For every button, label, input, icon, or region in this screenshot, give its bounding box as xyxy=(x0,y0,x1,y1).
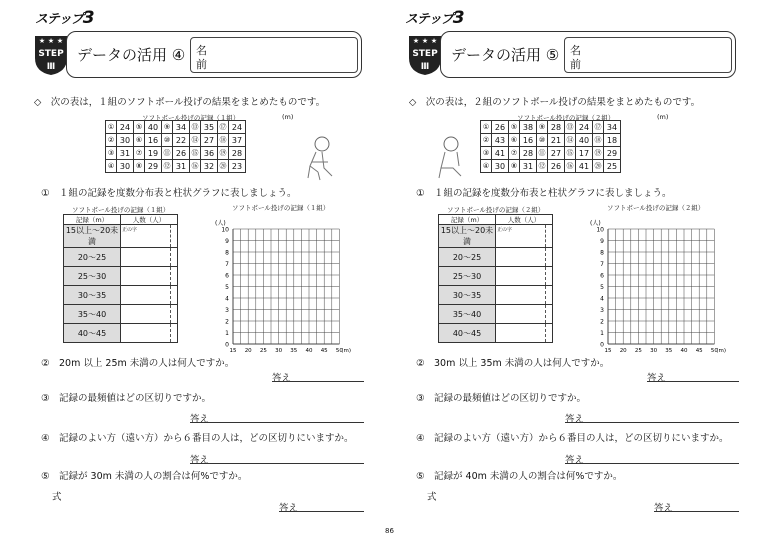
svg-text:★: ★ xyxy=(47,37,55,45)
student-number: ⑧ xyxy=(134,160,145,173)
freq-count-cell[interactable] xyxy=(496,286,553,305)
x-tick-label: 45 xyxy=(695,348,703,354)
student-number: ⑭ xyxy=(190,134,201,147)
tally-divider xyxy=(170,324,171,342)
student-number: ③ xyxy=(481,147,492,160)
y-tick-label: 9 xyxy=(600,238,604,245)
y-tick-label: 8 xyxy=(225,249,229,257)
record-value: 29 xyxy=(604,147,621,160)
svg-text:★: ★ xyxy=(56,37,64,45)
student-number: ⑤ xyxy=(134,121,145,134)
y-tick-label: 1 xyxy=(225,330,229,337)
record-value: 30 xyxy=(117,160,134,173)
freq-count-cell[interactable] xyxy=(121,286,178,305)
records-row xyxy=(106,121,246,134)
record-value: 40 xyxy=(576,134,593,147)
student-number: ⑮ xyxy=(565,147,576,160)
record-value: 19 xyxy=(145,147,162,160)
freq-header-count: 人数（人） xyxy=(496,215,553,225)
child-illustration xyxy=(300,132,340,182)
student-number: ⑩ xyxy=(537,134,548,147)
student-number: ⑩ xyxy=(162,134,173,147)
freq-range: 20～25 xyxy=(439,248,496,267)
freq-row xyxy=(64,324,178,343)
records-caption: ソフトボール投げの記録（１組） xyxy=(142,114,240,122)
student-number: ② xyxy=(481,134,492,147)
answer-line-2[interactable] xyxy=(272,381,364,382)
student-number: ⑪ xyxy=(162,147,173,160)
student-number: ① xyxy=(106,121,117,134)
frequency-table xyxy=(438,214,553,343)
svg-text:STEP: STEP xyxy=(412,49,438,59)
freq-count-cell[interactable] xyxy=(496,305,553,324)
freq-count-cell[interactable] xyxy=(121,225,178,248)
x-tick-label: 30 xyxy=(650,348,658,354)
freq-range: 25～30 xyxy=(64,267,121,286)
worksheet-right xyxy=(391,0,782,552)
freq-range: 20～25 xyxy=(64,248,121,267)
freq-header-range: 記録（m） xyxy=(64,215,121,225)
tally-divider xyxy=(170,248,171,266)
student-number: ⑳ xyxy=(218,160,229,173)
freq-count-cell[interactable] xyxy=(121,267,178,286)
y-tick-label: 2 xyxy=(225,318,229,326)
records-row xyxy=(481,121,621,134)
record-value: 24 xyxy=(229,121,246,134)
record-value: 16 xyxy=(520,134,537,147)
answer-label-2: 答え xyxy=(272,373,292,384)
records-row xyxy=(481,147,621,160)
x-tick-label: 35 xyxy=(290,348,298,354)
name-field[interactable]: 名 前 xyxy=(564,37,732,73)
student-number: ⑯ xyxy=(565,160,576,173)
freq-range: 25～30 xyxy=(439,267,496,286)
y-unit-label: (人) xyxy=(590,220,601,227)
student-number: ⑤ xyxy=(509,121,520,134)
record-value: 24 xyxy=(117,121,134,134)
tally-divider xyxy=(545,305,546,323)
student-number: ⑦ xyxy=(134,147,145,160)
answer-label-5: 答え xyxy=(279,503,299,514)
record-value: 18 xyxy=(604,134,621,147)
records-unit: (m) xyxy=(657,113,669,121)
record-value: 26 xyxy=(548,160,565,173)
record-value: 22 xyxy=(173,134,190,147)
y-tick-label: 0 xyxy=(225,341,229,349)
freq-row xyxy=(64,286,178,305)
answer-label-3: 答え xyxy=(565,414,585,425)
question-1: ① １組の記録を度数分布表と柱状グラフに表しましょう。 xyxy=(416,188,672,199)
record-value: 41 xyxy=(492,147,509,160)
tally-divider xyxy=(545,267,546,285)
record-value: 27 xyxy=(548,147,565,160)
y-tick-label: 4 xyxy=(600,295,604,303)
y-tick-label: 5 xyxy=(600,284,604,291)
record-value: 25 xyxy=(604,160,621,173)
intro-text: ◇ 次の表は，１組のソフトボール投げの結果をまとめたものです。 xyxy=(34,97,326,108)
student-number: ② xyxy=(106,134,117,147)
formula-label: 式 xyxy=(52,492,62,503)
student-number: ⑮ xyxy=(190,147,201,160)
freq-range: 15以上～20未満 xyxy=(64,225,121,248)
record-value: 21 xyxy=(548,134,565,147)
y-tick-label: 10 xyxy=(221,226,229,234)
step-tag: ステップ3 xyxy=(35,8,94,28)
y-tick-label: 4 xyxy=(225,295,229,303)
freq-row xyxy=(439,225,553,248)
answer-line-4[interactable] xyxy=(190,463,364,464)
step-tag: ステップ3 xyxy=(405,8,464,28)
records-row xyxy=(106,147,246,160)
record-value: 29 xyxy=(145,160,162,173)
records-table xyxy=(480,120,621,173)
question-2: ② 30m 以上 35m 未満の人は何人ですか。 xyxy=(416,358,610,369)
student-number: ⑱ xyxy=(593,134,604,147)
question-1: ① １組の記録を度数分布表と柱状グラフに表しましょう。 xyxy=(41,188,297,199)
question-3: ③ 記録の最頻値はどの区切りですか。 xyxy=(416,393,587,404)
step-badge xyxy=(33,34,69,76)
student-number: ⑰ xyxy=(218,121,229,134)
x-tick-label: 20 xyxy=(619,348,627,354)
student-number: ⑰ xyxy=(593,121,604,134)
student-number: ⑱ xyxy=(218,134,229,147)
answer-label-4: 答え xyxy=(565,455,585,466)
chart-title: ソフトボール投げの記録（２組） xyxy=(607,204,705,212)
freq-count-cell[interactable] xyxy=(496,248,553,267)
step-badge xyxy=(407,34,443,76)
records-unit: (m) xyxy=(282,113,294,121)
answer-line-2[interactable] xyxy=(647,381,739,382)
freq-header-range: 記録（m） xyxy=(439,215,496,225)
svg-text:★: ★ xyxy=(38,37,46,45)
freq-row xyxy=(64,225,178,248)
student-number: ⑨ xyxy=(537,121,548,134)
question-4: ④ 記録のよい方（遠い方）から６番目の人は，どの区切りにいますか。 xyxy=(416,433,729,444)
x-tick-label: 25 xyxy=(259,348,267,354)
x-unit-label: (m) xyxy=(341,348,352,354)
record-value: 41 xyxy=(576,160,593,173)
page-number: 86 xyxy=(385,527,394,535)
record-value: 26 xyxy=(492,121,509,134)
records-row xyxy=(481,134,621,147)
records-row xyxy=(481,160,621,173)
freq-range: 35～40 xyxy=(64,305,121,324)
y-tick-label: 2 xyxy=(600,318,604,326)
worksheet-title: データの活用 ④ xyxy=(77,46,186,64)
answer-line-3[interactable] xyxy=(190,422,364,423)
y-tick-label: 5 xyxy=(225,284,229,291)
freq-range: 30～35 xyxy=(439,286,496,305)
record-value: 23 xyxy=(229,160,246,173)
question-4: ④ 記録のよい方（遠い方）から６番目の人は，どの区切りにいますか。 xyxy=(41,433,354,444)
freq-row xyxy=(64,305,178,324)
x-tick-label: 40 xyxy=(305,348,313,354)
student-number: ⑥ xyxy=(509,134,520,147)
student-number: ⑫ xyxy=(162,160,173,173)
tally-divider xyxy=(545,248,546,266)
freq-row xyxy=(439,305,553,324)
freq-range: 40～45 xyxy=(439,324,496,343)
record-value: 32 xyxy=(201,160,218,173)
tally-divider xyxy=(170,267,171,285)
svg-text:Ⅲ: Ⅲ xyxy=(46,62,56,72)
question-3: ③ 記録の最頻値はどの区切りですか。 xyxy=(41,393,212,404)
svg-text:★: ★ xyxy=(430,37,438,45)
record-value: 30 xyxy=(117,134,134,147)
record-value: 35 xyxy=(201,121,218,134)
freq-count-cell[interactable] xyxy=(121,324,178,343)
freq-range: 15以上～20未満 xyxy=(439,225,496,248)
x-unit-label: (m) xyxy=(716,348,727,354)
record-value: 31 xyxy=(117,147,134,160)
records-caption: ソフトボール投げの記録（２組） xyxy=(517,114,615,122)
question-5: ⑤ 記録が 30m 未満の人の割合は何%ですか。 xyxy=(41,471,248,482)
freq-count-cell[interactable] xyxy=(496,225,553,248)
y-tick-label: 0 xyxy=(600,341,604,349)
tally-divider xyxy=(545,286,546,304)
record-value: 34 xyxy=(604,121,621,134)
x-tick-label: 20 xyxy=(244,348,252,354)
x-tick-label: 40 xyxy=(680,348,688,354)
freq-count-cell[interactable] xyxy=(121,248,178,267)
answer-label-3: 答え xyxy=(190,414,210,425)
answer-line-5[interactable] xyxy=(654,511,739,512)
student-number: ⑬ xyxy=(565,121,576,134)
freq-count-cell[interactable] xyxy=(496,267,553,286)
student-number: ⑬ xyxy=(190,121,201,134)
answer-line-3[interactable] xyxy=(565,422,739,423)
x-tick-label: 45 xyxy=(320,348,328,354)
x-tick-label: 30 xyxy=(275,348,283,354)
tally-divider xyxy=(545,225,546,247)
record-value: 43 xyxy=(492,134,509,147)
x-tick-label: 35 xyxy=(665,348,673,354)
freq-count-cell[interactable] xyxy=(496,324,553,343)
freq-range: 30～35 xyxy=(64,286,121,305)
freq-row xyxy=(64,267,178,286)
histogram-grid[interactable] xyxy=(590,202,727,354)
student-number: ⑯ xyxy=(190,160,201,173)
tally-divider xyxy=(170,225,171,247)
y-tick-label: 7 xyxy=(600,261,604,268)
tally-memo: 正の字 xyxy=(497,227,513,233)
student-number: ④ xyxy=(106,160,117,173)
record-value: 37 xyxy=(229,134,246,147)
student-number: ⑧ xyxy=(509,160,520,173)
y-tick-label: 7 xyxy=(225,261,229,268)
freq-row xyxy=(439,286,553,305)
student-number: ① xyxy=(481,121,492,134)
question-2: ② 20m 以上 25m 未満の人は何人ですか。 xyxy=(41,358,235,369)
record-value: 28 xyxy=(548,121,565,134)
answer-line-5[interactable] xyxy=(279,511,364,512)
record-value: 27 xyxy=(201,134,218,147)
histogram-grid[interactable] xyxy=(215,202,352,354)
child-illustration xyxy=(431,132,471,182)
record-value: 31 xyxy=(520,160,537,173)
svg-text:★: ★ xyxy=(421,37,429,45)
y-tick-label: 8 xyxy=(600,249,604,257)
x-tick-label: 50 xyxy=(335,348,343,354)
record-value: 31 xyxy=(173,160,190,173)
freq-row xyxy=(64,248,178,267)
svg-text:★: ★ xyxy=(412,37,420,45)
svg-text:STEP: STEP xyxy=(38,49,64,59)
records-row xyxy=(106,134,246,147)
answer-label-4: 答え xyxy=(190,455,210,466)
student-number: ④ xyxy=(481,160,492,173)
chart-title: ソフトボール投げの記録（１組） xyxy=(232,204,330,212)
title-box xyxy=(440,31,736,78)
svg-text:Ⅲ: Ⅲ xyxy=(420,62,430,72)
freq-row xyxy=(439,324,553,343)
freq-header-count: 人数（人） xyxy=(121,215,178,225)
x-tick-label: 25 xyxy=(634,348,642,354)
answer-label-2: 答え xyxy=(647,373,667,384)
y-unit-label: (人) xyxy=(215,220,226,227)
y-tick-label: 9 xyxy=(225,238,229,245)
freq-caption: ソフトボール投げの記録（２組） xyxy=(447,206,545,214)
record-value: 26 xyxy=(173,147,190,160)
frequency-table xyxy=(63,214,178,343)
student-number: ⑳ xyxy=(593,160,604,173)
record-value: 30 xyxy=(492,160,509,173)
freq-count-cell[interactable] xyxy=(121,305,178,324)
worksheet-title: データの活用 ⑤ xyxy=(451,46,560,64)
formula-label: 式 xyxy=(427,492,437,503)
y-tick-label: 3 xyxy=(225,307,229,314)
records-table xyxy=(105,120,246,173)
freq-row xyxy=(439,267,553,286)
record-value: 28 xyxy=(229,147,246,160)
x-tick-label: 15 xyxy=(229,348,237,354)
record-value: 38 xyxy=(520,121,537,134)
answer-label-5: 答え xyxy=(654,503,674,514)
record-value: 24 xyxy=(576,121,593,134)
student-number: ⑨ xyxy=(162,121,173,134)
tally-divider xyxy=(170,286,171,304)
name-field[interactable]: 名 前 xyxy=(190,37,358,73)
freq-range: 35～40 xyxy=(439,305,496,324)
tally-divider xyxy=(170,305,171,323)
freq-caption: ソフトボール投げの記録（１組） xyxy=(72,206,170,214)
student-number: ③ xyxy=(106,147,117,160)
records-row xyxy=(106,160,246,173)
tally-divider xyxy=(545,324,546,342)
x-tick-label: 50 xyxy=(710,348,718,354)
student-number: ⑥ xyxy=(134,134,145,147)
title-box xyxy=(66,31,362,78)
record-value: 36 xyxy=(201,147,218,160)
student-number: ⑦ xyxy=(509,147,520,160)
student-number: ⑲ xyxy=(218,147,229,160)
freq-row xyxy=(439,248,553,267)
record-value: 34 xyxy=(173,121,190,134)
question-5: ⑤ 記録が 40m 未満の人の割合は何%ですか。 xyxy=(416,471,623,482)
record-value: 16 xyxy=(145,134,162,147)
freq-range: 40～45 xyxy=(64,324,121,343)
student-number: ⑲ xyxy=(593,147,604,160)
y-tick-label: 10 xyxy=(596,226,604,234)
record-value: 17 xyxy=(576,147,593,160)
y-tick-label: 6 xyxy=(225,272,229,280)
x-tick-label: 15 xyxy=(604,348,612,354)
intro-text: ◇ 次の表は，２組のソフトボール投げの結果をまとめたものです。 xyxy=(409,97,701,108)
student-number: ⑭ xyxy=(565,134,576,147)
y-tick-label: 1 xyxy=(600,330,604,337)
student-number: ⑪ xyxy=(537,147,548,160)
record-value: 40 xyxy=(145,121,162,134)
y-tick-label: 3 xyxy=(600,307,604,314)
record-value: 28 xyxy=(520,147,537,160)
y-tick-label: 6 xyxy=(600,272,604,280)
student-number: ⑫ xyxy=(537,160,548,173)
answer-line-4[interactable] xyxy=(565,463,739,464)
tally-memo: 正の字 xyxy=(122,227,138,233)
